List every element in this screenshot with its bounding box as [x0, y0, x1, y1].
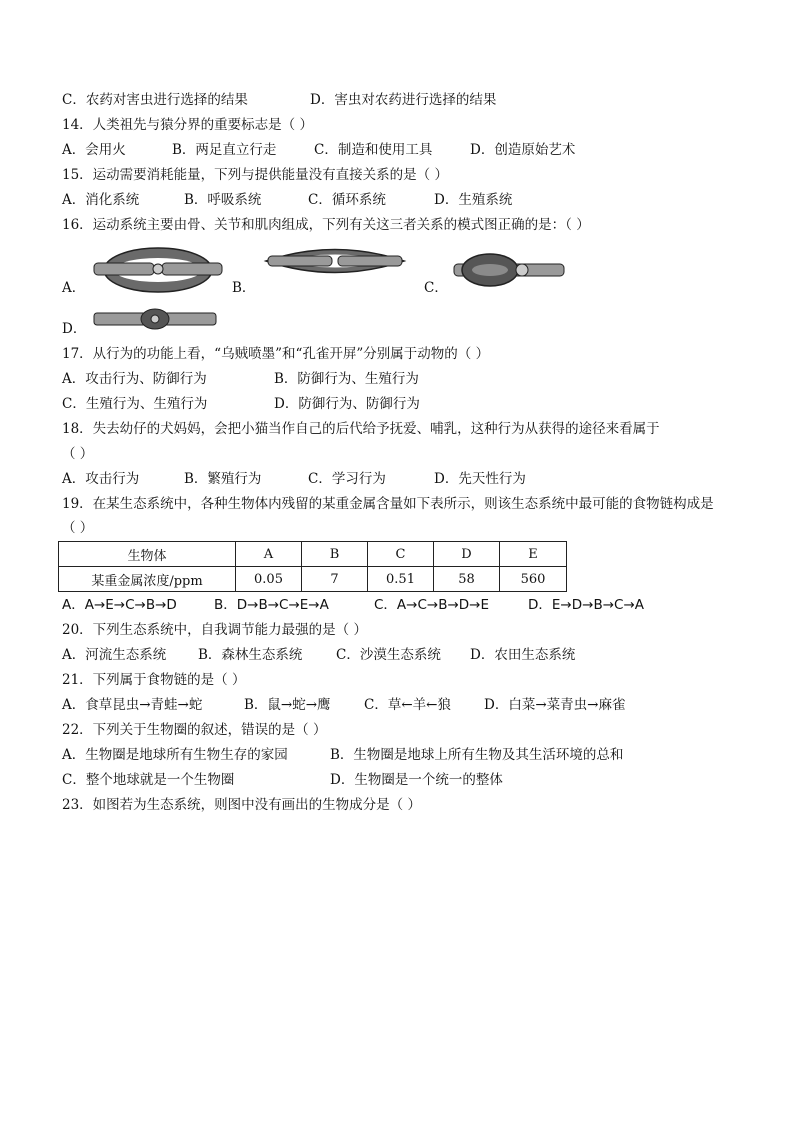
q22-option-a: A．生物圈是地球所有生物生存的家园 — [62, 747, 288, 763]
q21-option-c: C．草←羊←狼 — [364, 697, 451, 713]
q18-option-d: D．先天性行为 — [434, 471, 526, 487]
q20-option-b: B．森林生态系统 — [198, 647, 303, 663]
table-header-cell: B — [302, 542, 368, 567]
table-cell: 58 — [434, 567, 500, 592]
table-header-cell: 生物体 — [59, 542, 236, 567]
table-row — [59, 567, 567, 592]
q16-option-d: D． — [62, 321, 87, 337]
q14-stem: 14．人类祖先与猿分界的重要标志是（ ） — [62, 117, 313, 133]
q20-stem: 20．下列生态系统中，自我调节能力最强的是（ ） — [62, 622, 367, 638]
q21-option-b: B．鼠→蛇→鹰 — [244, 697, 331, 713]
q18-option-a: A．攻击行为 — [62, 471, 140, 487]
q21-stem: 21．下列属于食物链的是（ ） — [62, 672, 246, 688]
table-header-row — [59, 542, 567, 567]
q16-option-b: B． — [232, 280, 256, 296]
q17-option-c: C．生殖行为、生殖行为 — [62, 396, 208, 412]
q13-option-d: D．害虫对农药进行选择的结果 — [310, 92, 497, 108]
bone-muscle-diagram-b — [262, 244, 408, 278]
q18-stem: 18．失去幼仔的犬妈妈，会把小猫当作自己的后代给予抚爱、哺乳，这种行为从获得的途径来看属于 — [62, 421, 660, 437]
q21-option-d: D．白菜→菜青虫→麻雀 — [484, 697, 626, 713]
q19-option-a: A．A→E→C→B→D — [62, 597, 177, 613]
table-cell: 0.05 — [236, 567, 302, 592]
q13-option-c: C．农药对害虫进行选择的结果 — [62, 92, 248, 108]
q20-option-a: A．河流生态系统 — [62, 647, 167, 663]
q17-stem: 17．从行为的功能上看，“乌贼喷墨”和“孔雀开屏”分别属于动物的（ ） — [62, 346, 490, 362]
q18-option-c: C．学习行为 — [308, 471, 386, 487]
q19-option-b: B．D→B→C→E→A — [214, 597, 329, 613]
table-header-cell: E — [500, 542, 567, 567]
q20-option-d: D．农田生态系统 — [470, 647, 576, 663]
q19-stem-blank: （ ） — [62, 520, 94, 536]
q22-option-d: D．生物圈是一个统一的整体 — [330, 772, 503, 788]
q14-option-b: B．两足直立行走 — [172, 142, 277, 158]
q14-option-a: A．会用火 — [62, 142, 126, 158]
q17-option-a: A．攻击行为、防御行为 — [62, 371, 207, 387]
table-header-cell: D — [434, 542, 500, 567]
q23-stem: 23．如图若为生态系统，则图中没有画出的生物成分是（ ） — [62, 797, 421, 813]
q22-stem: 22．下列关于生物圈的叙述，错误的是（ ） — [62, 722, 327, 738]
bone-muscle-diagram-d — [92, 307, 218, 331]
q17-option-b: B．防御行为、生殖行为 — [274, 371, 419, 387]
q21-option-a: A．食草昆虫→青蛙→蛇 — [62, 697, 203, 713]
q19-stem: 19．在某生态系统中，各种生物体内残留的某重金属含量如下表所示，则该生态系统中最可能的食物链构成是 — [62, 496, 714, 512]
q15-option-b: B．呼吸系统 — [184, 192, 262, 208]
q16-option-c: C． — [424, 280, 448, 296]
table-cell: 某重金属浓度/ppm — [59, 567, 236, 592]
bone-muscle-diagram-a — [92, 244, 224, 296]
q16-stem: 16．运动系统主要由骨、关节和肌肉组成，下列有关这三者关系的模式图正确的是：（ ） — [62, 217, 590, 233]
bone-muscle-diagram-c — [450, 250, 568, 290]
q15-stem: 15．运动需要消耗能量，下列与提供能量没有直接关系的是（ ） — [62, 167, 448, 183]
q15-option-c: C．循环系统 — [308, 192, 386, 208]
table-cell: 560 — [500, 567, 567, 592]
table-cell: 7 — [302, 567, 368, 592]
q20-option-c: C．沙漠生态系统 — [336, 647, 441, 663]
q14-option-d: D．创造原始艺术 — [470, 142, 576, 158]
q22-option-b: B．生物圈是地球上所有生物及其生活环境的总和 — [330, 747, 624, 763]
q19-option-d: D．E→D→B→C→A — [528, 597, 644, 613]
q22-option-c: C．整个地球就是一个生物圈 — [62, 772, 235, 788]
table-header-cell: C — [368, 542, 434, 567]
q17-option-d: D．防御行为、防御行为 — [274, 396, 420, 412]
q15-option-a: A．消化系统 — [62, 192, 140, 208]
q18-option-b: B．繁殖行为 — [184, 471, 262, 487]
q14-option-c: C．制造和使用工具 — [314, 142, 433, 158]
heavy-metal-table — [58, 541, 567, 592]
q19-option-c: C．A→C→B→D→E — [374, 597, 490, 613]
q16-option-a: A． — [62, 280, 86, 296]
table-header-cell: A — [236, 542, 302, 567]
table-cell: 0.51 — [368, 567, 434, 592]
q18-stem-blank: （ ） — [62, 446, 94, 462]
q15-option-d: D．生殖系统 — [434, 192, 513, 208]
